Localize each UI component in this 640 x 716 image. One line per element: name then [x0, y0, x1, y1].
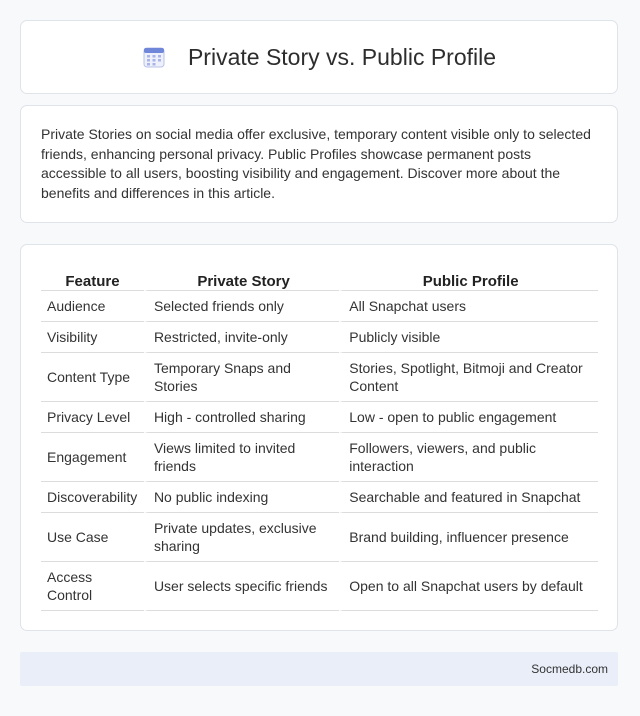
table-cell: Views limited to invited friends: [144, 433, 339, 482]
table-row: [41, 353, 598, 402]
table-row: [41, 433, 598, 482]
table-cell: Followers, viewers, and public interaction: [339, 433, 598, 482]
table-row: [41, 322, 598, 353]
page-title: Private Story vs. Public Profile: [187, 43, 497, 70]
table-cell: Stories, Spotlight, Bitmoji and Creator Content: [339, 353, 598, 402]
table-cell: Brand building, influencer presence: [339, 513, 598, 562]
table-row: [41, 482, 598, 513]
column-header-public-profile: Public Profile: [339, 266, 598, 291]
table-cell: All Snapchat users: [339, 291, 598, 322]
column-header-feature: Feature: [41, 266, 144, 291]
table-row: [41, 513, 598, 562]
table-row: [41, 402, 598, 433]
comparison-table: [41, 266, 598, 611]
table-cell: Audience: [41, 291, 144, 322]
table-cell: Privacy Level: [41, 402, 144, 433]
table-cell: Content Type: [41, 353, 144, 402]
table-cell: Open to all Snapchat users by default: [339, 562, 598, 611]
table-row: [41, 562, 598, 611]
table-cell: Publicly visible: [339, 322, 598, 353]
table-cell: No public indexing: [144, 482, 339, 513]
table-cell: Discoverability: [41, 482, 144, 513]
table-cell: Temporary Snaps and Stories: [144, 353, 339, 402]
table-row: [41, 291, 598, 322]
table-cell: Low - open to public engagement: [339, 402, 598, 433]
table-cell: High - controlled sharing: [144, 402, 339, 433]
calendar-icon: [142, 45, 166, 69]
table-cell: Access Control: [41, 562, 144, 611]
table-header-row: [41, 266, 598, 291]
table-cell: Private updates, exclusive sharing: [144, 513, 339, 562]
title-card: [20, 20, 618, 94]
intro-card: [20, 105, 618, 223]
table-cell: Selected friends only: [144, 291, 339, 322]
footer-site-link[interactable]: Socmedb.com: [531, 662, 608, 676]
table-cell: Visibility: [41, 322, 144, 353]
table-cell: Engagement: [41, 433, 144, 482]
table-cell: Searchable and featured in Snapchat: [339, 482, 598, 513]
intro-text: Private Stories on social media offer exclusive, temporary content visible only to selected friends, enhancing personal privacy. Public Profiles showcase permanent posts accessible to all users, boosting visibility and engagement. Discover more about the benefits and differences in this article.: [41, 126, 591, 201]
comparison-table-card: [20, 244, 618, 631]
table-cell: Restricted, invite-only: [144, 322, 339, 353]
column-header-private-story: Private Story: [144, 266, 339, 291]
table-cell: Use Case: [41, 513, 144, 562]
table-cell: User selects specific friends: [144, 562, 339, 611]
footer: [20, 652, 618, 686]
